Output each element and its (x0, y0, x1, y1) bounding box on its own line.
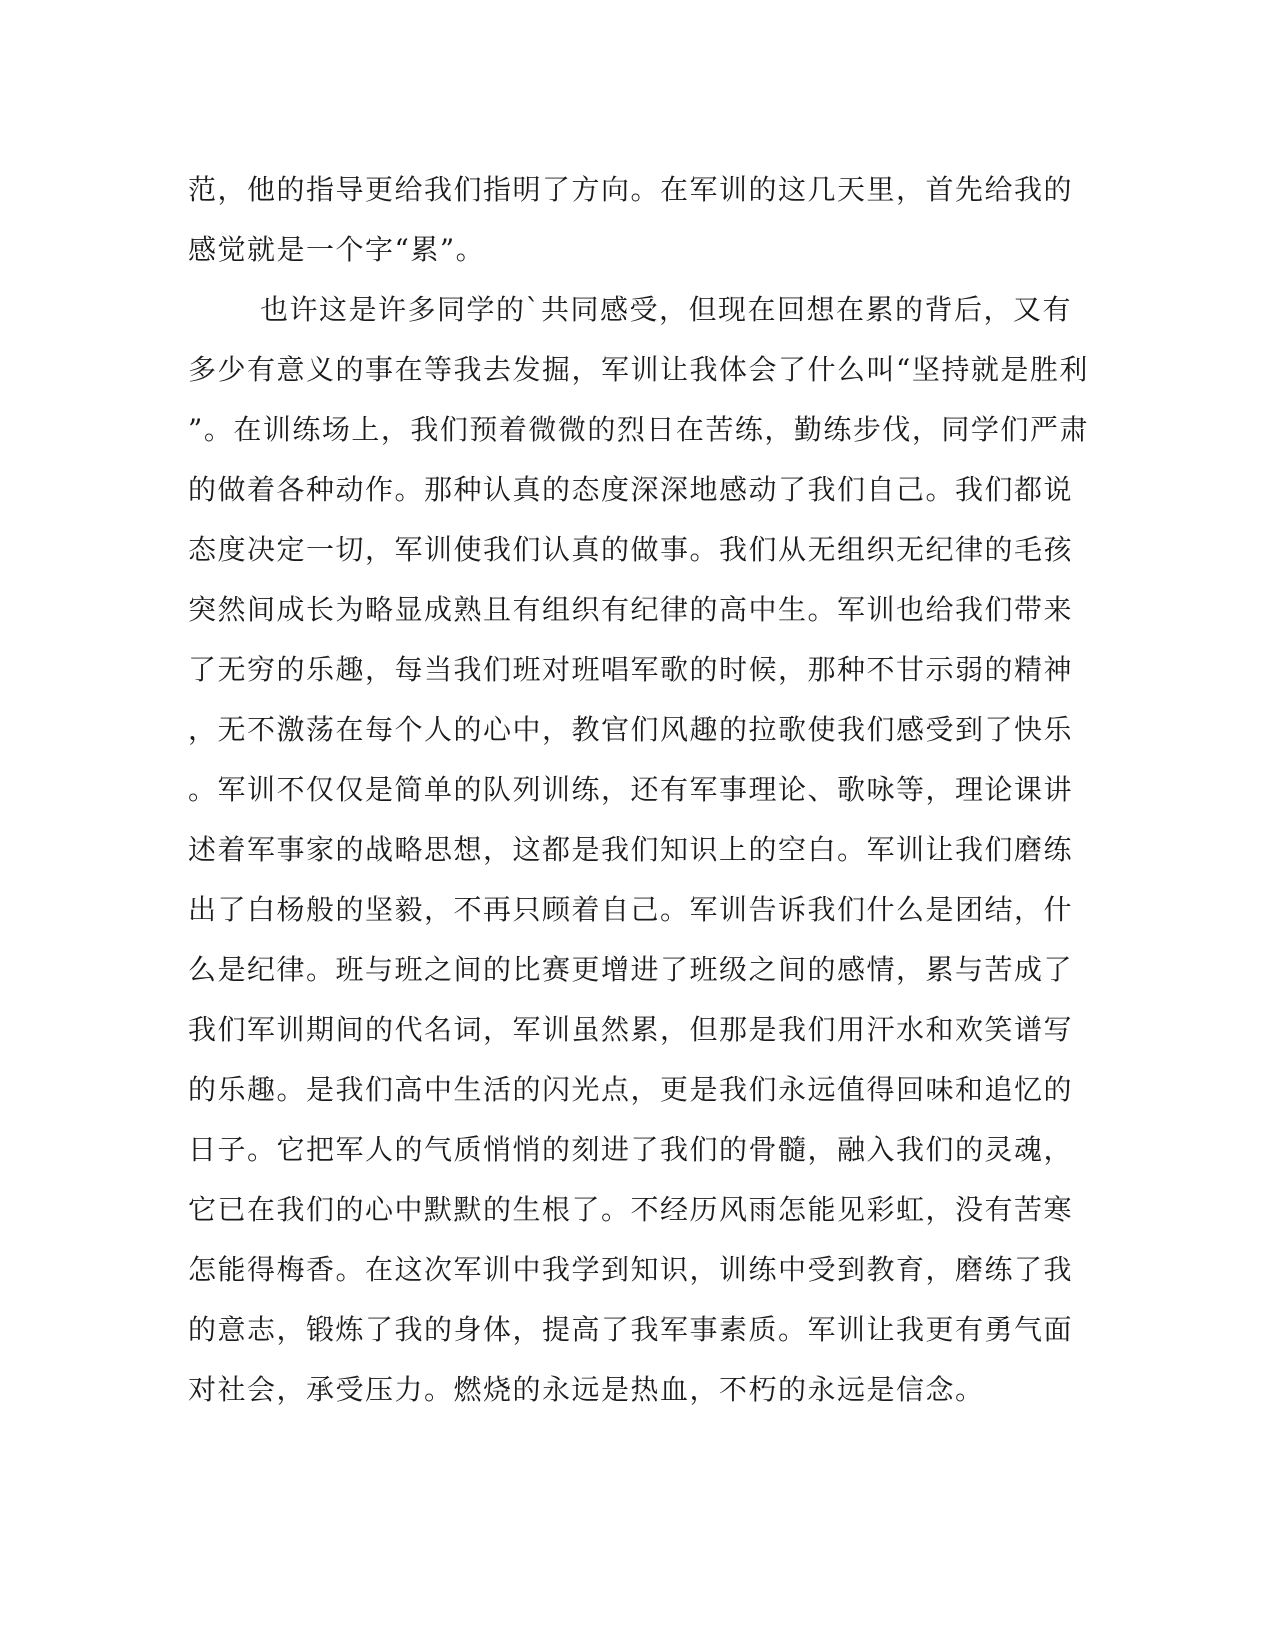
text-line-20: 的意志，锻炼了我的身体，提高了我军事素质。军训让我更有勇气面 (188, 1313, 1074, 1346)
text-line-1: 范，他的指导更给我们指明了方向。在军训的这几天里，首先给我的 (188, 173, 1074, 206)
text-line-19: 怎能得梅香。在这次军训中我学到知识，训练中受到教育，磨练了我 (188, 1253, 1074, 1286)
text-line-5: ”。在训练场上，我们预着微微的烈日在苦练，勤练步伐，同学们严肃 (188, 413, 1089, 446)
body-text (188, 160, 1089, 1420)
text-line-7: 态度决定一切，军训使我们认真的做事。我们从无组织无纪律的毛孩 (188, 533, 1074, 566)
text-line-3: 也许这是许多同学的`共同感受，但现在回想在累的背后，又有 (260, 293, 1073, 326)
text-line-21: 对社会，承受压力。燃烧的永远是热血，不朽的永远是信念。 (188, 1373, 985, 1406)
text-line-17: 日子。它把军人的气质悄悄的刻进了我们的骨髓，融入我们的灵魂， (188, 1133, 1074, 1166)
text-line-6: 的做着各种动作。那种认真的态度深深地感动了我们自己。我们都说 (188, 473, 1074, 506)
text-line-10: ，无不激荡在每个人的心中，教官们风趣的拉歌使我们感受到了快乐 (188, 713, 1074, 746)
text-line-12: 述着军事家的战略思想，这都是我们知识上的空白。军训让我们磨练 (188, 833, 1074, 866)
text-line-4: 多少有意义的事在等我去发掘，军训让我体会了什么叫“坚持就是胜利 (188, 353, 1089, 386)
text-line-13: 出了白杨般的坚毅，不再只顾着自己。军训告诉我们什么是团结，什 (188, 893, 1074, 926)
text-line-9: 了无穷的乐趣，每当我们班对班唱军歌的时候，那种不甘示弱的精神 (188, 653, 1074, 686)
text-line-14: 么是纪律。班与班之间的比赛更增进了班级之间的感情，累与苦成了 (188, 953, 1074, 986)
text-line-11: 。军训不仅仅是简单的队列训练，还有军事理论、歌咏等，理论课讲 (188, 773, 1074, 806)
text-line-15: 我们军训期间的代名词，军训虽然累，但那是我们用汗水和欢笑谱写 (188, 1013, 1074, 1046)
text-line-16: 的乐趣。是我们高中生活的闪光点，更是我们永远值得回味和追忆的 (188, 1073, 1074, 1106)
text-line-18: 它已在我们的心中默默的生根了。不经历风雨怎能见彩虹，没有苦寒 (188, 1193, 1074, 1226)
text-line-8: 突然间成长为略显成熟且有组织有纪律的高中生。军训也给我们带来 (188, 593, 1074, 626)
text-line-2: 感觉就是一个字“累”。 (188, 233, 486, 266)
